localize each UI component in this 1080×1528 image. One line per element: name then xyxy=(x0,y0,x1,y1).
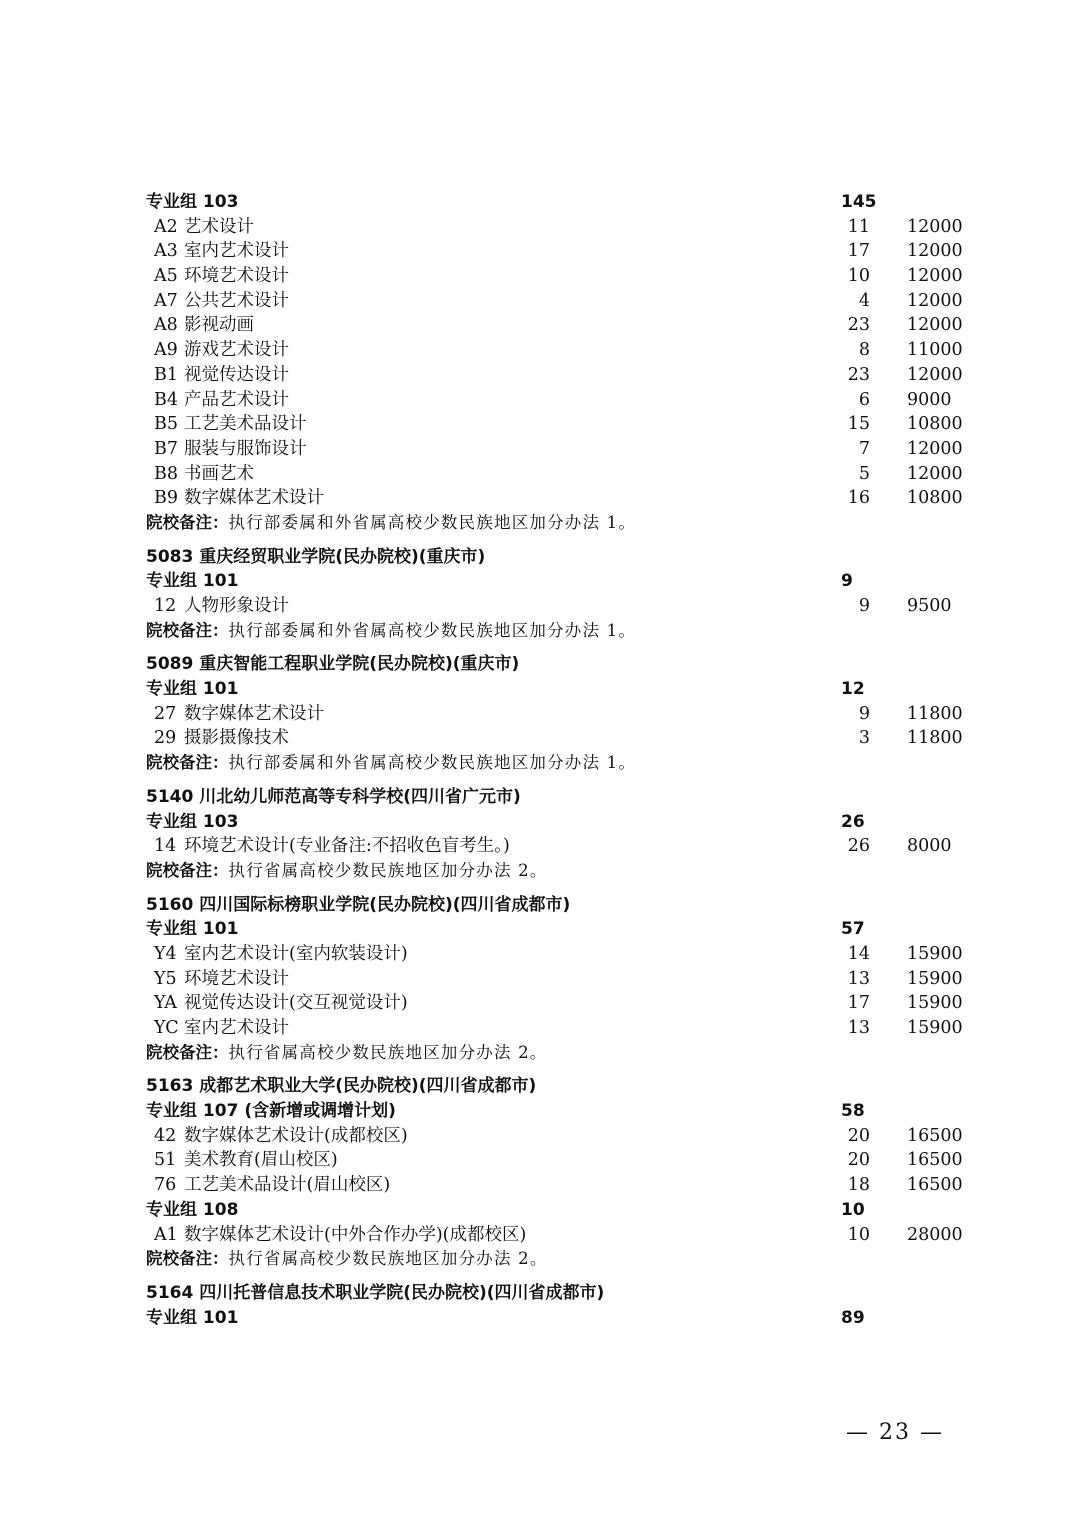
major-row xyxy=(146,1173,966,1198)
major-fee: 12000 xyxy=(907,290,963,311)
major-group-row xyxy=(146,190,966,215)
major-code: 76 xyxy=(154,1175,177,1196)
note-text: 执行部委属和外省属高校少数民族地区加分办法 1。 xyxy=(228,512,637,532)
school-name: 5164 四川托普信息技术职业学院(民办院校)(四川省成都市) xyxy=(146,1282,605,1303)
major-fee: 15900 xyxy=(907,1018,963,1038)
major-name: 视觉传达设计 xyxy=(184,364,289,385)
major-row xyxy=(146,942,966,967)
major-row xyxy=(146,412,966,437)
major-row xyxy=(146,991,966,1016)
major-count: 13 xyxy=(847,968,870,989)
major-fee: 12000 xyxy=(907,266,963,287)
major-fee: 15900 xyxy=(907,943,963,964)
major-name: 摄影摄像技术 xyxy=(184,728,289,749)
major-count: 14 xyxy=(847,943,870,964)
group-count: 12 xyxy=(841,679,865,700)
group-label: 专业组 101 xyxy=(146,1307,239,1328)
major-code: 12 xyxy=(154,596,177,616)
school-note-row xyxy=(146,511,966,536)
major-name: 影视动画 xyxy=(184,315,254,336)
major-fee: 11800 xyxy=(907,728,963,749)
school-header xyxy=(146,893,966,918)
major-fee: 12000 xyxy=(907,216,963,237)
major-group-row xyxy=(146,810,966,835)
major-name: 环境艺术设计 xyxy=(184,266,289,287)
group-label: 专业组 103 xyxy=(146,811,239,832)
major-name: 书画艺术 xyxy=(184,463,254,484)
major-fee: 12000 xyxy=(907,241,963,262)
major-fee: 11800 xyxy=(907,703,963,724)
major-row xyxy=(146,486,966,511)
group-label: 专业组 101 xyxy=(146,919,239,940)
school-note-row xyxy=(146,1041,966,1066)
major-count: 23 xyxy=(847,364,870,385)
major-fee: 12000 xyxy=(907,438,963,459)
school-note-row xyxy=(146,751,966,776)
major-code: A5 xyxy=(154,266,178,287)
major-row xyxy=(146,967,966,992)
major-fee: 16500 xyxy=(907,1125,963,1146)
major-row xyxy=(146,239,966,264)
major-name: 视觉传达设计(交互视觉设计) xyxy=(184,993,408,1014)
major-name: 产品艺术设计 xyxy=(184,389,289,410)
major-name: 数字媒体艺术设计 xyxy=(184,703,324,724)
major-code: YC xyxy=(154,1018,179,1038)
major-code: 27 xyxy=(154,703,177,724)
major-code: A9 xyxy=(154,340,178,361)
school-name: 5160 四川国际标榜职业学院(民办院校)(四川省成都市) xyxy=(146,894,571,915)
major-fee: 12000 xyxy=(907,315,963,336)
major-fee: 8000 xyxy=(907,836,952,857)
major-fee: 28000 xyxy=(907,1224,963,1245)
major-row xyxy=(146,702,966,727)
major-row xyxy=(146,437,966,462)
major-count: 9 xyxy=(858,703,870,724)
major-code: 29 xyxy=(154,728,177,749)
major-fee: 10800 xyxy=(907,488,963,509)
group-label: 专业组 107 (含新增或调增计划) xyxy=(146,1101,396,1122)
major-code: B5 xyxy=(154,414,178,435)
major-code: A2 xyxy=(154,216,178,237)
group-label: 专业组 108 xyxy=(146,1199,239,1220)
major-name: 工艺美术品设计(眉山校区) xyxy=(184,1175,391,1196)
major-count: 17 xyxy=(847,993,870,1014)
major-name: 工艺美术品设计 xyxy=(184,414,307,435)
major-row xyxy=(146,215,966,240)
major-group-row xyxy=(146,677,966,702)
major-row xyxy=(146,462,966,487)
school-note-row xyxy=(146,619,966,644)
major-name: 数字媒体艺术设计 xyxy=(184,488,324,509)
major-name: 环境艺术设计(专业备注:不招收色盲考生。) xyxy=(184,836,510,857)
group-count: 57 xyxy=(841,919,865,940)
major-fee: 9500 xyxy=(907,596,952,616)
note-label: 院校备注： xyxy=(146,1042,229,1062)
note-label: 院校备注： xyxy=(146,1249,229,1269)
major-code: YA xyxy=(154,993,177,1014)
major-code: A8 xyxy=(154,315,178,336)
major-name: 数字媒体艺术设计(中外合作办学)(成都校区) xyxy=(184,1224,527,1245)
major-count: 10 xyxy=(847,266,870,287)
major-name: 环境艺术设计 xyxy=(184,968,289,989)
major-count: 20 xyxy=(847,1125,870,1146)
group-label: 专业组 101 xyxy=(146,679,239,700)
major-code: 14 xyxy=(154,836,177,857)
major-group-row xyxy=(146,569,966,594)
major-count: 26 xyxy=(847,836,870,857)
group-label: 专业组 101 xyxy=(146,571,239,592)
note-label: 院校备注： xyxy=(146,753,229,773)
school-note-row xyxy=(146,1247,966,1272)
school-note-row xyxy=(146,859,966,884)
major-fee: 16500 xyxy=(907,1175,963,1196)
page-number: — 23 — xyxy=(846,1420,944,1445)
major-fee: 11000 xyxy=(907,340,963,361)
major-code: A7 xyxy=(154,290,178,311)
major-code: B9 xyxy=(154,488,178,509)
major-row xyxy=(146,1223,966,1248)
major-code: B8 xyxy=(154,463,178,484)
major-name: 室内艺术设计 xyxy=(184,241,289,262)
major-code: 42 xyxy=(154,1125,177,1146)
major-count: 5 xyxy=(858,463,870,484)
major-row xyxy=(146,289,966,314)
major-row xyxy=(146,338,966,363)
major-count: 4 xyxy=(858,290,870,311)
major-row xyxy=(146,313,966,338)
major-row xyxy=(146,1124,966,1149)
major-code: Y5 xyxy=(154,968,177,989)
major-row xyxy=(146,726,966,751)
note-text: 执行部委属和外省属高校少数民族地区加分办法 1。 xyxy=(228,753,637,773)
major-row xyxy=(146,594,966,619)
major-count: 23 xyxy=(847,315,870,336)
school-header xyxy=(146,1074,966,1099)
major-count: 11 xyxy=(847,216,870,237)
major-code: B4 xyxy=(154,389,178,410)
major-code: A1 xyxy=(154,1224,178,1245)
major-name: 艺术设计 xyxy=(184,216,254,237)
note-text: 执行省属高校少数民族地区加分办法 2。 xyxy=(228,1249,548,1269)
major-count: 6 xyxy=(858,389,870,410)
major-name: 美术教育(眉山校区) xyxy=(184,1150,338,1171)
major-count: 20 xyxy=(847,1150,870,1171)
major-count: 9 xyxy=(858,596,870,616)
school-name: 5163 成都艺术职业大学(民办院校)(四川省成都市) xyxy=(146,1076,537,1097)
note-label: 院校备注： xyxy=(146,860,229,880)
school-name: 5083 重庆经贸职业学院(民办院校)(重庆市) xyxy=(146,546,486,567)
major-code: B1 xyxy=(154,364,178,385)
major-name: 服装与服饰设计 xyxy=(184,438,307,459)
major-group-row xyxy=(146,917,966,942)
major-fee: 16500 xyxy=(907,1150,963,1171)
major-count: 18 xyxy=(847,1175,870,1196)
note-text: 执行部委属和外省属高校少数民族地区加分办法 1。 xyxy=(228,620,637,640)
school-header xyxy=(146,1281,966,1306)
major-row xyxy=(146,388,966,413)
group-count: 26 xyxy=(841,811,865,832)
group-count: 145 xyxy=(841,192,877,212)
group-count: 58 xyxy=(841,1101,865,1122)
major-row xyxy=(146,264,966,289)
school-header xyxy=(146,545,966,570)
major-count: 13 xyxy=(847,1018,870,1038)
major-fee: 15900 xyxy=(907,993,963,1014)
admission-plan-list xyxy=(146,190,966,1330)
major-fee: 10800 xyxy=(907,414,963,435)
major-name: 室内艺术设计(室内软装设计) xyxy=(184,943,408,964)
school-header xyxy=(146,785,966,810)
major-row xyxy=(146,1148,966,1173)
major-count: 17 xyxy=(847,241,870,262)
major-fee: 15900 xyxy=(907,968,963,989)
major-name: 人物形象设计 xyxy=(184,596,289,616)
school-name: 5089 重庆智能工程职业学院(民办院校)(重庆市) xyxy=(146,654,520,675)
group-count: 9 xyxy=(841,571,853,592)
major-fee: 12000 xyxy=(907,364,963,385)
note-label: 院校备注： xyxy=(146,512,229,532)
major-count: 8 xyxy=(858,340,870,361)
major-code: B7 xyxy=(154,438,178,459)
major-count: 16 xyxy=(847,488,870,509)
major-fee: 9000 xyxy=(907,389,952,410)
major-count: 15 xyxy=(847,414,870,435)
major-code: Y4 xyxy=(154,943,177,964)
group-count: 89 xyxy=(841,1307,865,1328)
note-text: 执行省属高校少数民族地区加分办法 2。 xyxy=(228,860,548,880)
major-row xyxy=(146,834,966,859)
major-fee: 12000 xyxy=(907,463,963,484)
note-text: 执行省属高校少数民族地区加分办法 2。 xyxy=(228,1042,548,1062)
school-header xyxy=(146,652,966,677)
school-name: 5140 川北幼儿师范高等专科学校(四川省广元市) xyxy=(146,786,521,807)
major-group-row xyxy=(146,1306,966,1331)
major-row xyxy=(146,1016,966,1041)
major-count: 7 xyxy=(858,438,870,459)
major-count: 3 xyxy=(858,728,870,749)
major-name: 游戏艺术设计 xyxy=(184,340,289,361)
major-name: 数字媒体艺术设计(成都校区) xyxy=(184,1125,408,1146)
note-label: 院校备注： xyxy=(146,620,229,640)
major-code: A3 xyxy=(154,241,178,262)
major-name: 公共艺术设计 xyxy=(184,290,289,311)
major-name: 室内艺术设计 xyxy=(184,1018,289,1038)
major-group-row xyxy=(146,1198,966,1223)
group-label: 专业组 103 xyxy=(146,192,239,212)
major-count: 10 xyxy=(847,1224,870,1245)
major-row xyxy=(146,363,966,388)
group-count: 10 xyxy=(841,1199,865,1220)
major-code: 51 xyxy=(154,1150,177,1171)
major-group-row xyxy=(146,1099,966,1124)
